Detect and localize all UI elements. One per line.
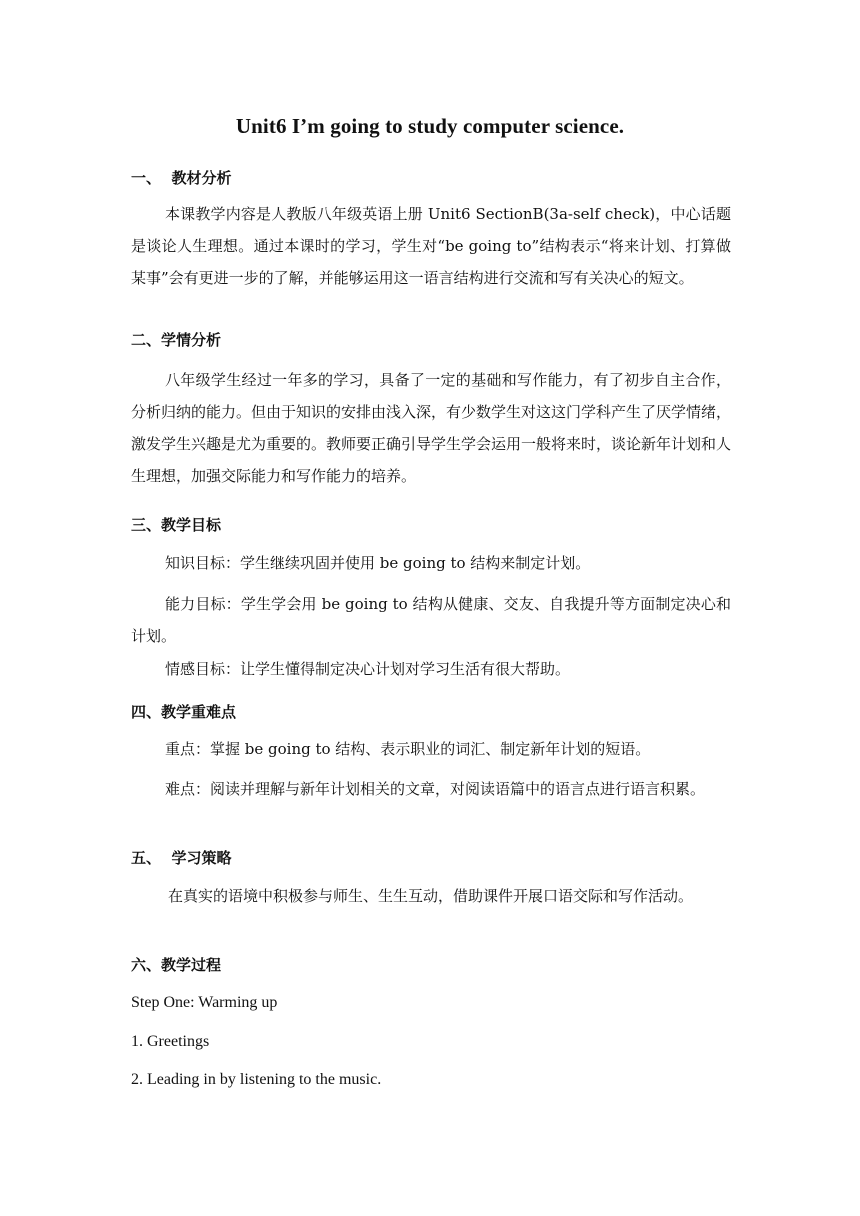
section-heading-5: 五、 学习策略 [131, 849, 232, 867]
list-item-greetings: 1. Greetings [131, 1033, 210, 1050]
emotion-goal: 情感目标：让学生懂得制定决心计划对学习生活有很大帮助。 [165, 660, 571, 678]
section-heading-2: 二、学情分析 [131, 331, 222, 349]
list-item-leading-in: 2. Leading in by listening to the music. [131, 1071, 382, 1088]
document-title: Unit6 I’m going to study computer science. [235, 114, 625, 138]
key-point: 重点：掌握 be going to 结构、表示职业的词汇、制定新年计划的短语。 [165, 740, 651, 758]
step-one: Step One: Warming up [131, 994, 278, 1011]
ability-goal: 能力目标：学生学会用 be going to 结构从健康、交友、自我提升等方面制定决心和计划。 [131, 595, 731, 645]
section-heading-3: 三、教学目标 [131, 516, 222, 534]
section-heading-1: 一、 教材分析 [131, 169, 232, 187]
difficult-point: 难点：阅读并理解与新年计划相关的文章，对阅读语篇中的语言点进行语言积累。 [165, 780, 706, 798]
knowledge-goal: 知识目标：学生继续巩固并使用 be going to 结构来制定计划。 [165, 554, 591, 572]
section-2-paragraph: 八年级学生经过一年多的学习，具备了一定的基础和写作能力，有了初步自主合作， 分析归纳的能力。但由于知识的安排由浅入深，有少数学生对这这门学科产生了厌学情绪，激发学生兴趣是尤为重要的。教师要正确引导学生学会运用一般将来时，谈论新年计划和人生理想，加强交际能力和写作能力的培养。 [131, 371, 732, 485]
learning-strategy: 在真实的语境中积极参与师生、生生互动，借助课件开展口语交际和写作活动。 [168, 887, 694, 905]
section-1-paragraph: 本课教学内容是人教版八年级英语上册 Unit6 SectionB(3a-self check)，中心话题是谈论人生理想。通过本课时的学习，学生对“be going to”结构表示“将来计划、打算做某事”会有更进一步的了解，并能够运用这一语言结构进行交流和写有关决心的短文。 [131, 205, 731, 287]
section-heading-4: 四、教学重难点 [131, 703, 237, 721]
section-heading-6: 六、教学过程 [131, 956, 222, 974]
